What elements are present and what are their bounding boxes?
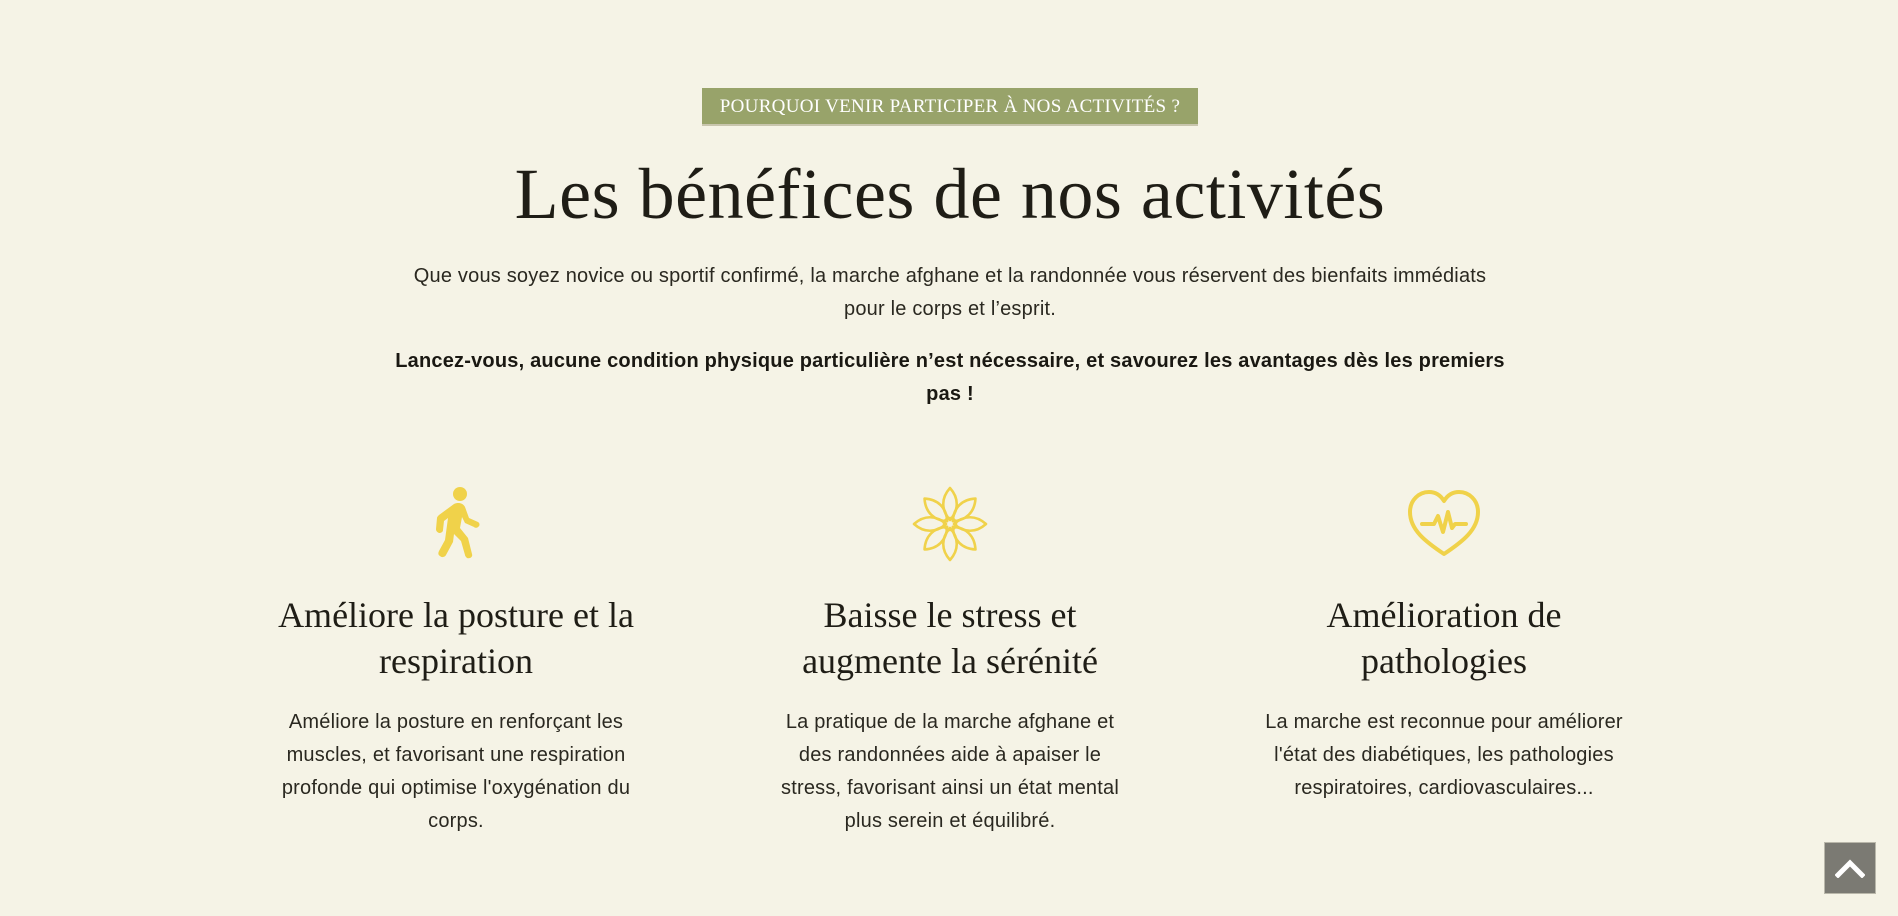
feature-title: Baisse le stress et augmente la sérénité (802, 595, 1098, 681)
badge-container (0, 88, 1898, 126)
feature-description: La marche est reconnue pour améliorer l'état des diabétiques, les pathologies respiratoires, cardiovasculaires... (1265, 711, 1623, 799)
feature-title: Améliore la posture et la respiration (278, 595, 634, 681)
feature-description: La pratique de la marche afghane et des randonnées aide à apaiser le stress, favorisant ainsi un état mental plus serein et équilibré. (781, 711, 1119, 832)
feature-title: Amélioration de pathologies (1326, 595, 1562, 681)
feature-pathologies (1244, 484, 1644, 805)
feature-posture (256, 484, 656, 838)
feature-stress (750, 484, 1150, 838)
walking-person-icon (416, 484, 496, 564)
heart-pulse-icon (1404, 484, 1484, 564)
intro-text: Que vous soyez novice ou sportif confirmé, la marche afghane et la randonnée vous réservent des bienfaits immédiats pour le corps et l’esprit. (413, 265, 1487, 320)
section-badge: POURQUOI VENIR PARTICIPER À NOS ACTIVITÉS ? (702, 88, 1198, 126)
scroll-to-top-button[interactable] (1824, 842, 1876, 894)
intro-bold-text: Lancez-vous, aucune condition physique particulière n’est nécessaire, et savourez les avantages dès les premiers pas ! (395, 350, 1505, 405)
feature-description: Améliore la posture en renforçant les muscles, et favorisant une respiration profonde qui optimise l'oxygénation du corps. (281, 711, 631, 832)
lotus-icon (910, 484, 990, 564)
section-title: Les bénéfices de nos activités (514, 154, 1386, 234)
chevron-up-icon (1835, 858, 1865, 878)
